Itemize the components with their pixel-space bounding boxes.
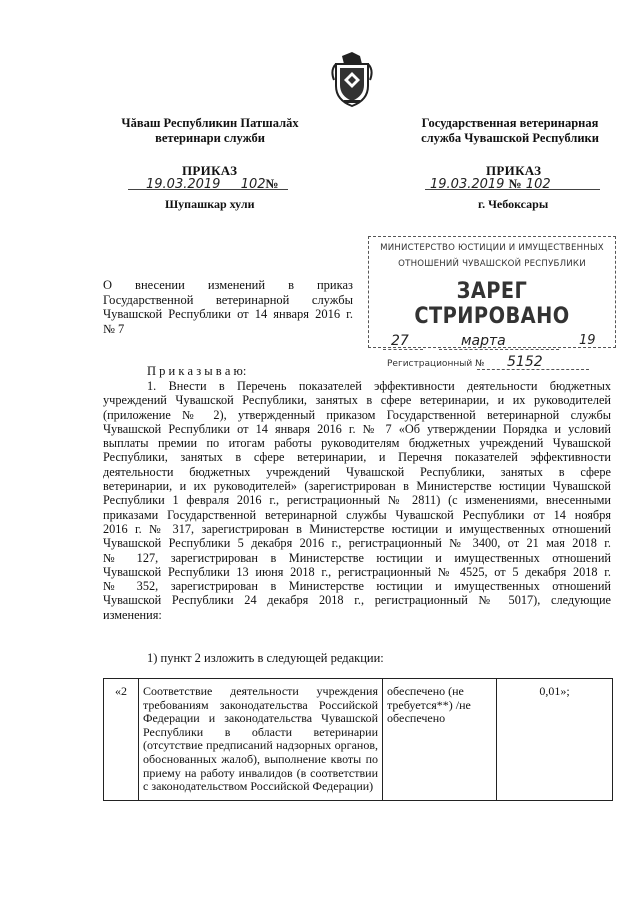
right-org-name: [405, 116, 615, 146]
registration-stamp: [368, 236, 616, 370]
left-org-name: [110, 116, 310, 146]
stamp-reg-line: [477, 369, 589, 370]
right-org-line1: Государственная ветеринарная: [421, 116, 599, 130]
paragraph-line: деятельности бюджетных учреждений Чувашской Республики, занятых в сфере: [103, 464, 611, 479]
paragraph-line: № 127, зарегистрирован в Министерстве юстиции и имущественных отношений: [103, 550, 611, 565]
right-org-line2: служба Чувашской Республики: [421, 131, 599, 145]
stamp-ministry-line1: МИНИСТЕРСТВО ЮСТИЦИИ И ИМУЩЕСТВЕННЫХ: [380, 243, 604, 253]
stamp-reg-label: Регистрационный №: [387, 359, 485, 369]
left-number-sign: №: [265, 176, 279, 191]
right-city: г. Чебоксары: [478, 197, 549, 211]
left-number-handwritten: 102: [240, 177, 266, 192]
left-date-handwritten: 19.03.2019: [146, 177, 221, 192]
left-org-line1: Чăваш Республикин Патшалăх: [121, 116, 299, 130]
stamp-date-row: [369, 331, 615, 353]
stamp-registered: ЗАРЕГ СТРИРОВАНО: [414, 279, 570, 329]
stamp-month: марта: [461, 333, 506, 349]
stamp-reg-number: 5152: [507, 354, 543, 370]
paragraph-line: Чувашской Республики 13 июня 2018 г., регистрационный № 4525, от 5 декабря 2018 г.: [103, 564, 611, 579]
paragraph-line: Республики, занятых в сфере ветеринарии, и Перечня показателей эффективности: [103, 450, 611, 465]
stamp-day-line: [383, 349, 423, 350]
title-line2: Государственной ветеринарной службы: [103, 292, 353, 307]
stamp-ministry-line2: ОТНОШЕНИЙ ЧУВАШСКОЙ РЕСПУБЛИКИ: [398, 259, 586, 269]
title-line4: № 7: [103, 321, 125, 336]
paragraph-line: учреждений Чувашской Республики, занятых в сфере ветеринарии, и их руководителей: [103, 393, 611, 408]
document-title: [103, 278, 353, 336]
right-date-handwritten: 19.03.2019: [430, 177, 505, 192]
subitem-1: 1) пункт 2 изложить в следующей редакции:: [147, 651, 384, 665]
right-number-sign: №: [508, 176, 522, 191]
paragraph-line: 2016 г. № 317, зарегистрирован в Министерстве юстиции и имущественных отношений: [103, 521, 611, 536]
table-cell-value: 0,01»;: [497, 679, 613, 801]
paragraph-line: (приложение № 2), утвержденный приказом Государственной ветеринарной службы: [103, 407, 611, 422]
chuvash-republic-emblem-icon: [330, 50, 374, 108]
table-row: [104, 679, 613, 801]
paragraph-line: ветеринарии, и их руководителей» (зарегистрирован в Министерстве юстиции Чувашской: [103, 479, 611, 494]
title-line1: О внесении изменений в приказ: [103, 278, 353, 292]
table-cell-criteria: обеспечено (не требуется**) /не обеспечено: [383, 679, 497, 801]
table-cell-indicator: Соответствие деятельности учреждения требованиям законодательства Российской Федерации и законодательства Чувашской Республики в области ветеринарии (отсутствие предписаний надзорных органов, обоснованных жалоб), выполнение квоты по приему на работу инвалидов (в соответствии с законодательством Российской Федерации): [139, 679, 383, 801]
table-cell-number: «2: [104, 679, 139, 801]
emblem: [330, 50, 374, 108]
paragraph-line: Чувашской Республики от 14 января 2016 г. № 7 «Об утверждении Порядка и условий: [103, 421, 611, 436]
right-order-word: ПРИКАЗ: [486, 163, 542, 178]
paragraph-line: 1. Внести в Перечень показателей эффективности деятельности бюджетных: [147, 379, 611, 393]
paragraph-line: приказами Государственной ветеринарной службы Чувашской Республики от 14 ноября: [103, 507, 611, 522]
paragraph-1: [103, 379, 611, 622]
paragraph-line: выплаты премии по итогам работы руководителям бюджетных учреждений Чувашской: [103, 436, 611, 451]
stamp-reg-row: [369, 353, 615, 373]
stamp-day: 27: [391, 333, 409, 349]
right-number-handwritten: 102: [525, 177, 551, 192]
order-verb: П р и к а з ы в а ю:: [147, 364, 247, 378]
title-line3: Чувашской Республики от 14 января 2016 г.: [103, 307, 353, 321]
paragraph-line: Республики 1 февраля 2016 г., регистрационный № 2811) (с изменениями, внесенными: [103, 493, 611, 508]
paragraph-line: изменения:: [103, 607, 162, 622]
right-date-underline: [425, 189, 600, 190]
stamp-year: 19: [579, 333, 596, 348]
left-org-line2: ветеринари служби: [155, 131, 265, 145]
left-city: Шупашкар хули: [165, 197, 255, 211]
amendment-table: [103, 678, 613, 801]
paragraph-line: № 352, зарегистрирован в Министерстве юстиции и имущественных отношений: [103, 579, 611, 594]
paragraph-line: Чувашской Республики 24 декабря 2018 г., регистрационный № 5017), следующие: [103, 593, 611, 608]
stamp-month-line: [439, 349, 559, 350]
left-order-word: ПРИКАЗ: [182, 163, 238, 178]
paragraph-line: Чувашской Республики 5 декабря 2016 г., регистрационный № 3400, от 21 мая 2018 г.: [103, 536, 611, 551]
left-date-underline: [128, 189, 288, 190]
